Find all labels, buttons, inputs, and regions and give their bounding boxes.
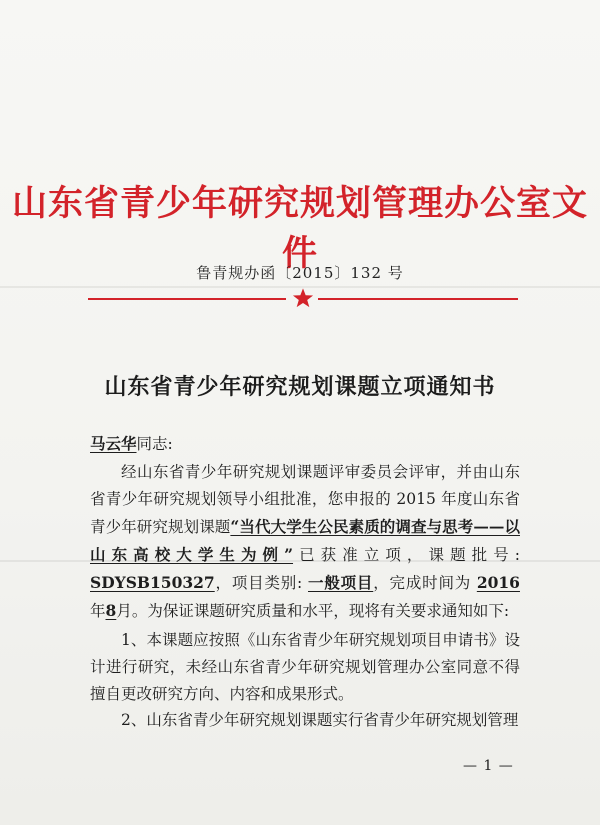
paragraph-text: 经山东省青少年研究规划课题评审委员会评审，并由山东省青少年研究规划领导小组批准，您申报的 2015 年度山东省青少年研究规划课题 [90,463,520,536]
requirement-1: 1、本课题应按照《山东省青少年研究规划项目申请书》设计进行研究，未经山东省青少年研究规划管理办公室同意不得擅自更改研究方向、内容和成果形式。 [90,631,520,703]
project-title: “当代大学生公民素质的调查与思考——以山东高校大学生为例” [90,517,520,564]
agency-title: 山东省青少年研究规划管理办公室文件 [11,183,588,274]
paragraph-text: ，完成时间为 [373,574,472,592]
completion-year: 2016 [476,573,520,592]
recipient-name: 马云华 [90,434,137,453]
paragraph-text: 已获准立项，课题批号: [293,546,520,564]
red-rule-right [318,298,518,300]
project-category: 一般项目 [308,573,374,592]
completion-month: 8 [105,601,117,620]
paragraph-approval [90,459,520,625]
salutation [90,432,173,454]
notice-title: 山东省青少年研究规划课题立项通知书 [104,374,496,400]
approval-number: SDYSB150327 [90,573,215,592]
paragraph-text: 月。为保证课题研究质量和水平，现将有关要求通知如下: [116,602,510,620]
star-icon [292,287,314,309]
paragraph-text: 年 [90,602,106,620]
paragraph-text: ，项目类别: [214,574,303,592]
requirement-2: 2、山东省青少年研究规划课题实行省青少年研究规划管理 [121,711,519,729]
page-number: — 1 — [463,758,514,774]
red-rule-left [88,298,286,300]
document-number: 鲁青规办函〔2015〕132 号 [196,264,404,282]
salutation-suffix: 同志: [136,435,173,453]
